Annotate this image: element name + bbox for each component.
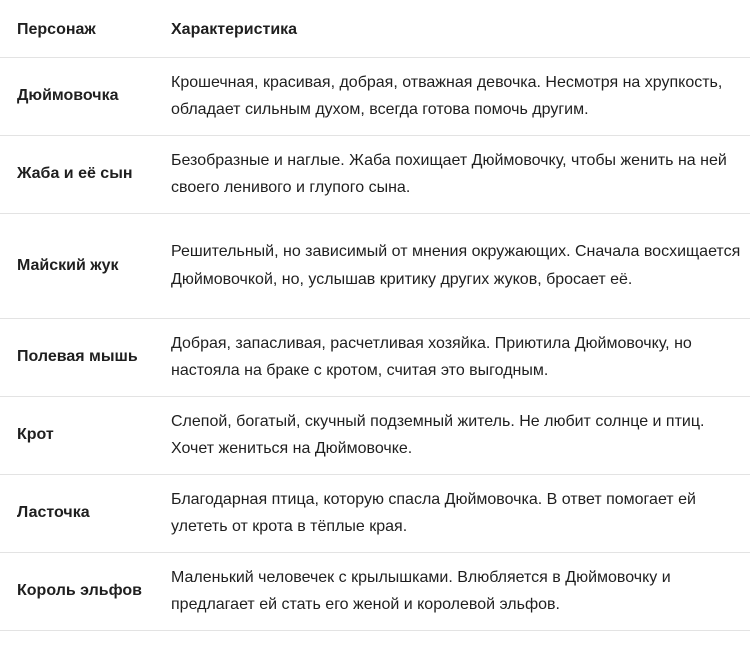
table-row — [0, 474, 750, 552]
character-name: Жаба и её сын — [0, 135, 154, 213]
header-row — [0, 0, 750, 57]
character-name: Майский жук — [0, 213, 154, 318]
character-description: Добрая, запасливая, расчетливая хозяйка. Приютила Дюймовочку, но настояла на браке с кротом, считая это выгодным. — [154, 318, 750, 396]
character-name: Дюймовочка — [0, 57, 154, 135]
table-row — [0, 318, 750, 396]
table-body — [0, 57, 750, 630]
table-header — [0, 0, 750, 57]
character-name: Полевая мышь — [0, 318, 154, 396]
table-row — [0, 396, 750, 474]
character-name: Король эльфов — [0, 552, 154, 630]
character-description: Решительный, но зависимый от мнения окружающих. Сначала восхищается Дюймовочкой, но, услышав критику других жуков, бросает её. — [154, 213, 750, 318]
character-description: Маленький человечек с крылышками. Влюбляется в Дюймовочку и предлагает ей стать его женой и королевой эльфов. — [154, 552, 750, 630]
character-description: Благодарная птица, которую спасла Дюймовочка. В ответ помогает ей улететь от крота в тёплые края. — [154, 474, 750, 552]
character-description: Безобразные и наглые. Жаба похищает Дюймовочку, чтобы женить на ней своего ленивого и глупого сына. — [154, 135, 750, 213]
header-trait: Характеристика — [154, 0, 750, 57]
table-row — [0, 213, 750, 318]
table-row — [0, 135, 750, 213]
character-description: Слепой, богатый, скучный подземный житель. Не любит солнце и птиц. Хочет жениться на Дюймовочке. — [154, 396, 750, 474]
header-character: Персонаж — [0, 0, 154, 57]
table-row — [0, 552, 750, 630]
character-name: Крот — [0, 396, 154, 474]
character-name: Ласточка — [0, 474, 154, 552]
character-description: Крошечная, красивая, добрая, отважная девочка. Несмотря на хрупкость, обладает сильным духом, всегда готова помочь другим. — [154, 57, 750, 135]
table-row — [0, 57, 750, 135]
